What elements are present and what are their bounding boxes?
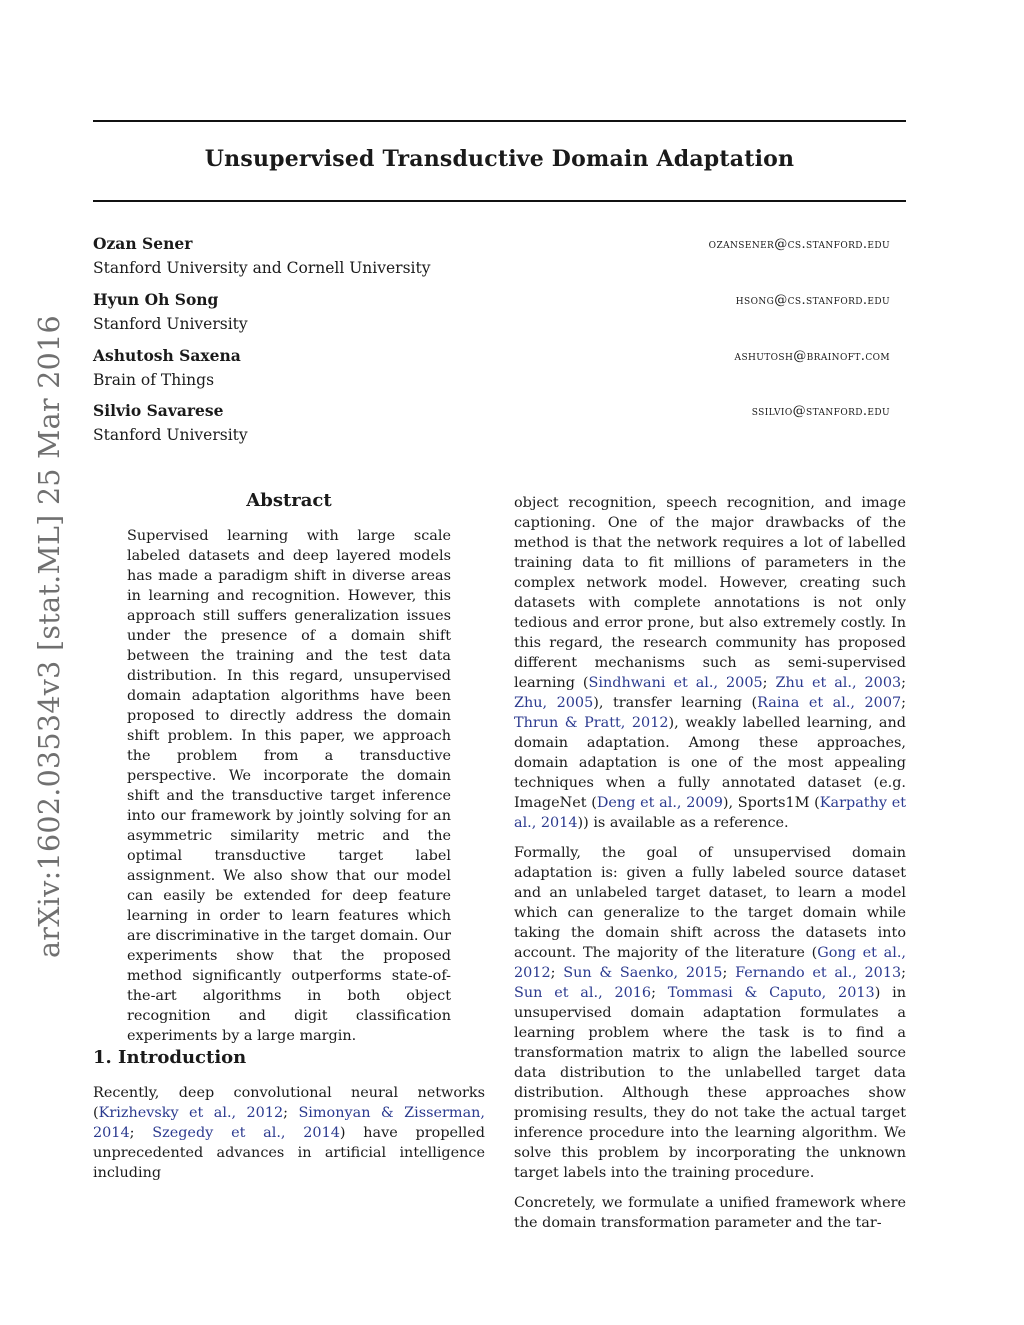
citation-link[interactable]: Fernando et al., 2013 <box>735 965 902 981</box>
intro-paragraph-1: Recently, deep convolutional neural networks (Krizhevsky et al., 2012; Simonyan & Zisserman, 2014; Szegedy et al., 2014) have propelled unprecedented advances in artificial intelligence including <box>93 1085 485 1181</box>
author-block <box>93 401 890 444</box>
section-heading-introduction: 1. Introduction <box>93 1047 247 1068</box>
right-column <box>514 493 906 1243</box>
citation-link[interactable]: Zhu et al., 2003 <box>775 675 902 691</box>
author-name: Ozan Sener <box>93 234 193 253</box>
paper-title: Unsupervised Transductive Domain Adaptation <box>204 146 795 172</box>
arxiv-identifier: arXiv:1602.03534v3 [stat.ML] 25 Mar 2016 <box>33 315 66 958</box>
title-rule-bottom <box>93 200 906 202</box>
intro-paragraph-1-continued: object recognition, speech recognition, and image captioning. One of the major drawbacks of the method is that the network requires a lot of labelled training data to fit millions of parameters in the complex network model. However, creating such datasets with complete annotations is not only tedious and error prone, but also extremely costly. In this regard, the research community has proposed different mechanisms such as semi-supervised learning (Sindhwani et al., 2005; Zhu et al., 2003; Zhu, 2005), transfer learning (Raina et al., 2007; Thrun & Pratt, 2012), weakly labelled learning, and domain adaptation. Among these approaches, domain adaptation is one of the most appealing techniques when a fully annotated dataset (e.g. ImageNet (Deng et al., 2009), Sports1M (Karpathy et al., 2014)) is available as a reference. <box>514 495 907 831</box>
citation-link[interactable]: Zhu, 2005 <box>514 695 594 711</box>
author-name: Silvio Savarese <box>93 401 224 420</box>
author-email[interactable]: hsong@cs.stanford.edu <box>735 293 890 308</box>
citation-link[interactable]: Thrun & Pratt, 2012 <box>514 715 669 731</box>
citation-link[interactable]: Karpathy et al., 2014 <box>514 795 907 831</box>
author-affiliation: Stanford University <box>93 426 248 444</box>
citation-link[interactable]: Deng et al., 2009 <box>596 795 723 811</box>
citation-link[interactable]: Krizhevsky et al., 2012 <box>98 1105 284 1121</box>
citation-link[interactable]: Raina et al., 2007 <box>757 695 902 711</box>
author-name: Ashutosh Saxena <box>93 346 241 365</box>
title-rule-top <box>93 120 906 122</box>
citation-link[interactable]: Simonyan & Zisserman, 2014 <box>93 1105 485 1141</box>
abstract-text: Supervised learning with large scale labeled datasets and deep layered models has made a paradigm shift in diverse areas in learning and recognition. However, this approach still suffers generalization issues under the presence of a domain shift between the training and the test data distribution. In this regard, unsupervised domain adaptation algorithms have been proposed to directly address the domain shift problem. In this paper, we approach the problem from a transductive perspective. We incorporate the domain shift and the transductive target inference into our framework by jointly solving for an asymmetric similarity metric and the optimal transductive target label assignment. We also show that our model can easily be extended for deep feature learning in order to learn features which are discriminative in the target domain. Our experiments show that the proposed method significantly outperforms state-of-the-art algorithms in both object recognition and digit classification experiments by a large margin. <box>127 528 451 1044</box>
citation-link[interactable]: Szegedy et al., 2014 <box>152 1125 340 1141</box>
intro-paragraph-2: Formally, the goal of unsupervised domain adaptation is: given a fully labeled source dataset and an unlabeled target dataset, to learn a model which can generalize to the target domain while taking the domain shift across the datasets into account. The majority of the literature (Gong et al., 2012; Sun & Saenko, 2015; Fernando et al., 2013; Sun et al., 2016; Tommasi & Caputo, 2013) in unsupervised domain adaptation formulates a learning problem where the task is to find a transformation matrix to align the labelled source data distribution to the unlabelled target data distribution. Although these approaches show promising results, they do not take the actual target inference procedure into the learning algorithm. We solve this problem by incorporating the unknown target labels into the training procedure. <box>514 845 906 1181</box>
author-name: Hyun Oh Song <box>93 290 219 309</box>
author-affiliation: Stanford University <box>93 315 248 333</box>
author-block <box>93 290 890 333</box>
citation-link[interactable]: Tommasi & Caputo, 2013 <box>667 985 875 1001</box>
citation-link[interactable]: Sindhwani et al., 2005 <box>588 675 763 691</box>
author-email[interactable]: ashutosh@brainoft.com <box>734 349 890 364</box>
author-affiliation: Brain of Things <box>93 371 215 389</box>
citation-link[interactable]: Sun et al., 2016 <box>514 985 652 1001</box>
author-block <box>93 346 890 389</box>
abstract-heading: Abstract <box>246 490 332 511</box>
citation-link[interactable]: Sun & Saenko, 2015 <box>563 965 723 981</box>
author-affiliation: Stanford University and Cornell University <box>93 259 431 277</box>
author-email[interactable]: ssilvio@stanford.edu <box>751 404 890 419</box>
intro-paragraph-3: Concretely, we formulate a unified framework where the domain transformation parameter and the tar- <box>514 1195 906 1231</box>
author-email[interactable]: ozansener@cs.stanford.edu <box>708 237 890 252</box>
citation-link[interactable]: Gong et al., 2012 <box>514 945 906 981</box>
author-block <box>93 234 890 277</box>
